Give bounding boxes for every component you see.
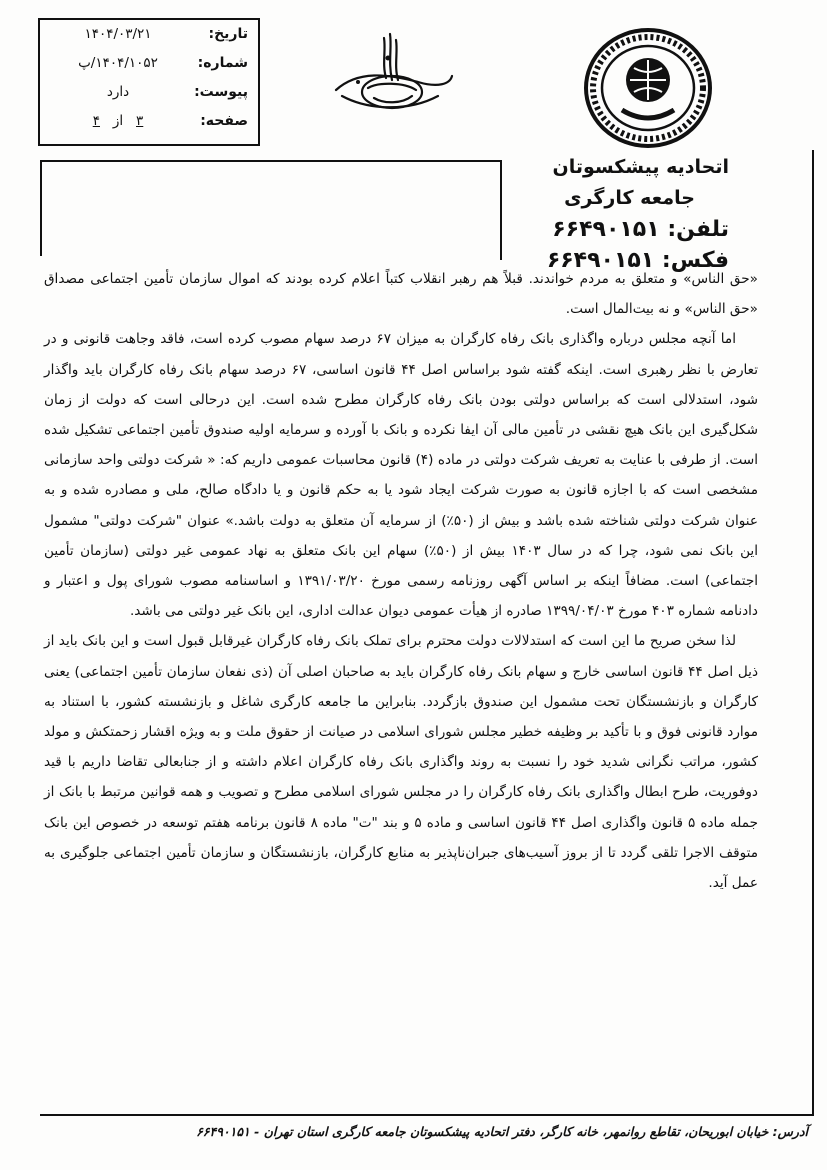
body-paragraph: اما آنچه مجلس درباره واگذاری بانک رفاه کارگران به میزان ۶۷ درصد سهام مصوب کرده است، فاقد وجاهت قانونی و در تعارض با نظر رهبری است. اینکه گفته شود براساس اصل ۴۴ قانون اساسی، ۶۷ درصد سهام بانک رفاه کارگران باید واگذار شود، استدلالی است که براساس دولتی بودن بانک رفاه کارگران مطرح شده است. این درحالی است که دولت از زمان شکل‌گیری این بانک هیچ نقشی در تأمین مالی آن ایفا نکرده و بانک با آورده و سرمایه اولیه صندوق تأمین اجتماعی تشکیل شده است. از طرفی با عنایت به تعریف شرکت دولتی در ماده (۴) قانون محاسبات عمومی داریم که: « شرکت دولتی واحد سازمانی مشخصی است که با اجازه قانون به صورت شرکت ایجاد شود یا به حکم قانون و یا دادگاه صالح، ملی و مصادره شده و به عنوان شرکت دولتی شناخته شده باشد و بیش از (۵۰٪) از سرمایه آن متعلق به دولت باشد.» عنوان "شرکت دولتی" مشمول این بانک نمی شود، چرا که در سال ۱۴۰۳ بیش از (۵۰٪) سهام این بانک متعلق به نهاد عمومی غیر دولتی (سازمان تأمین اجتماعی) است. مضافاً اینکه بر اساس آگهی روزنامه رسمی مورخ ۱۳۹۱/۰۳/۲۰ و اساسنامه مصوب شورای پول و اعتبار و دادنامه شماره ۴۰۳ مورخ ۱۳۹۹/۰۴/۰۳ صادره از هیأت عمومی دیوان عدالت اداری، این بانک غیر دولتی می باشد. [44,331,758,620]
attachment-label: پیوست: [194,84,248,100]
attachment-value: دارد [106,84,130,100]
page-current: ۳ [136,113,144,129]
organization-block [529,152,729,276]
letter-body [44,264,758,898]
calligraphy-emblem-icon [328,30,456,116]
organization-subtitle: جامعه کارگری [564,187,695,209]
date-row [50,26,248,55]
footer-address: آدرس: خیابان ابوریحان، تقاطع روانمهر، خانه کارگر، دفتر اتحادیه پیشکسوتان جامعه کارگری استان تهران - ۶۶۴۹۰۱۵۱ [196,1124,808,1139]
number-label: شماره: [197,55,248,71]
number-value: ۱۴۰۴/۱۰۵۲/پ [78,55,158,71]
frame-inner-right-line [500,160,502,260]
frame-top-line [40,160,502,162]
page-row [50,113,248,142]
body-paragraph: «حق الناس» و متعلق به مردم خواندند. قبلاً هم رهبر انقلاب کتباً اعلام کرده بودند که اموال سازمان تأمین اجتماعی مصداق «حق الناس» و نه بیت‌المال است. [44,271,758,318]
date-label: تاریخ: [208,26,248,42]
frame-right-line [812,150,814,1116]
page-label: صفحه: [200,113,248,129]
union-seal-icon [582,26,714,150]
page-counter [50,113,186,129]
frame-left-line [40,160,42,256]
date-value: ۱۴۰۴/۰۳/۲۱ [84,26,152,42]
letter-metadata-box [38,18,260,146]
frame-bottom-line [40,1114,812,1116]
organization-name: اتحادیه پیشکسوتان [552,156,729,178]
organization-phone: تلفن: ۶۶۴۹۰۱۵۱ [552,217,729,242]
number-row [50,55,248,84]
body-paragraph: لذا سخن صریح ما این است که استدلالات دولت محترم برای تملک بانک رفاه کارگران غیرقابل قبول است و این بانک باید از ذیل اصل ۴۴ قانون اساسی خارج و سهام بانک رفاه کارگران باید به صاحبان اصلی آن (ذی نفعان سازمان تأمین اجتماعی) یعنی کارگران و بازنشستگان تحت مشمول این صندوق بازگردد. بنابراین ما جامعه کارگری شاغل و بازنشسته کشور، با استناد به موارد قانونی فوق و با تأکید بر وظیفه خطیر مجلس شورای اسلامی در صیانت از حقوق ملت و به ویژه اقشار زحمتکش و مولد کشور، مراتب نگرانی شدید خود را نسبت به روند واگذاری بانک رفاه کارگران اعلام داشته و از جنابعالی تقاضا داریم با قید دوفوریت، طرح ابطال واگذاری بانک رفاه کارگران را در مجلس شورای اسلامی مطرح و تصویب و همه قوانین مرتبط با بانک از جمله ماده ۵ قانون واگذاری اصل ۴۴ قانون اساسی و ماده ۵ و بند "ت" ماده ۸ قانون برنامه هفتم توسعه در خصوص این بانک متوقف الاجرا تلقی گردد تا از بروز آسیب‌های جبران‌ناپذیر به منابع کارگران، بازنشستگان و سازمان تأمین اجتماعی جلوگیری به عمل آید. [44,633,759,892]
page-of-word: از [112,113,124,129]
attachment-row [50,84,248,113]
organization-fax: فکس: ۶۶۴۹۰۱۵۱ [546,248,729,273]
page-total: ۴ [92,113,100,129]
